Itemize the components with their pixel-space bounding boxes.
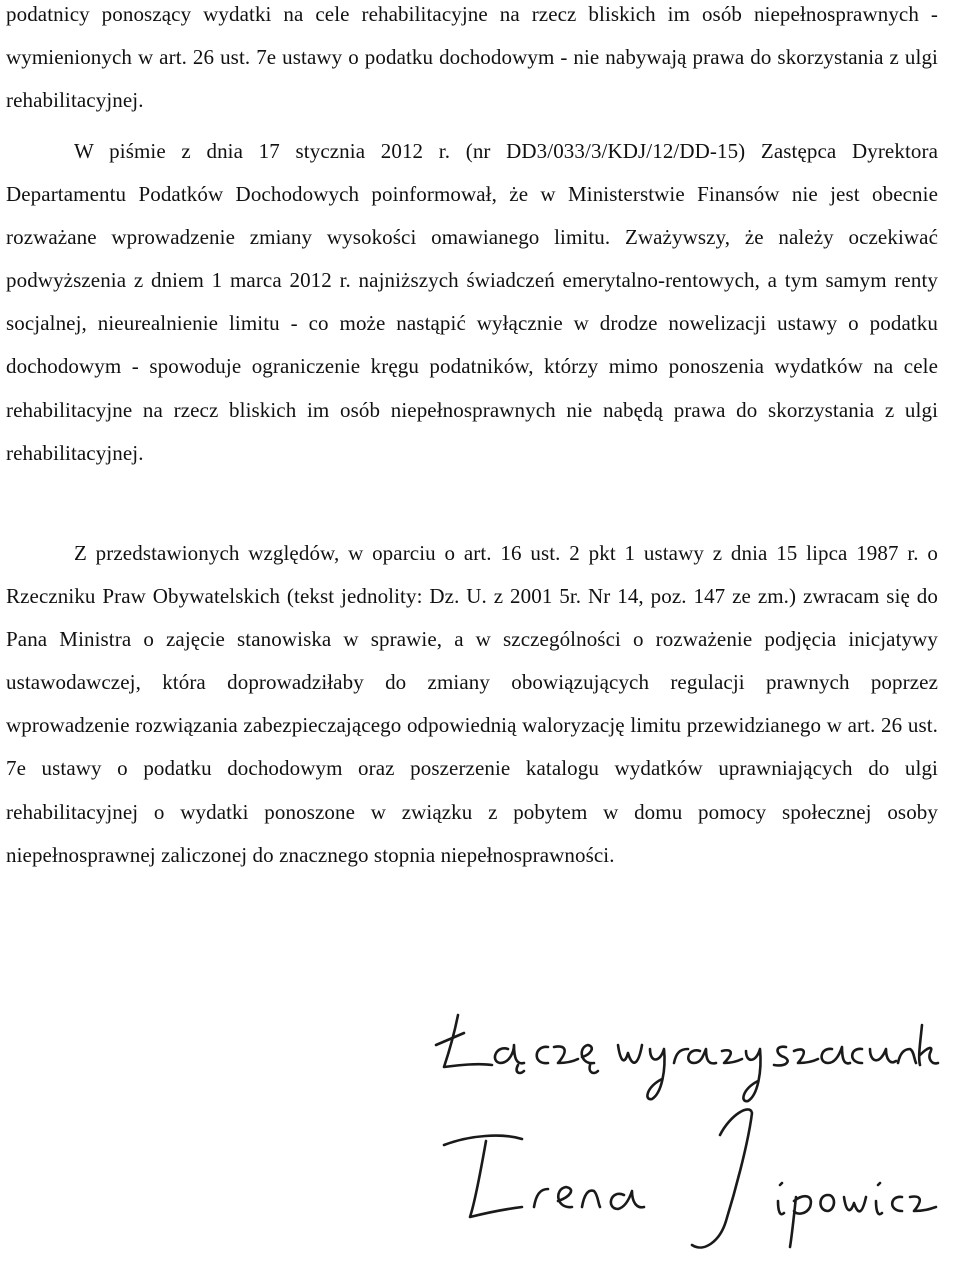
signature-closing-line — [436, 1015, 938, 1101]
paragraph-request: Z przedstawionych względów, w oparciu o art. 16 ust. 2 pkt 1 ustawy z dnia 15 lipca 1987 r. o Rzeczniku Praw Obywatelskich (tekst jednolity: Dz. U. z 2001 5r. Nr 14, poz. 147 ze zm.) zwracam się do Pana Ministra o zajęcie stanowiska w sprawie, a w szczególności o rozważenie podjęcia inicjatywy ustawodawczej, która doprowadziłaby do zmiany obowiązujących regulacji prawnych poprzez wprowadzenie rozwiązania zabezpieczającego odpowiednią waloryzację limitu przewidzianego w art. 26 ust. 7e ustawy o podatku dochodowym oraz poszerzenie katalogu wydatków uprawniających do ulgi rehabilitacyjnej o wydatki ponoszone w związku z pobytem w domu pomocy społecznej osoby niepełnosprawnej zaliczonej do znacznego stopnia niepełnosprawności. — [6, 541, 938, 867]
signature-image — [430, 975, 950, 1265]
handwritten-signature — [430, 975, 950, 1265]
paragraph-ministry-letter: W piśmie z dnia 17 stycznia 2012 r. (nr DD3/033/3/KDJ/12/DD-15) Zastępca Dyrektora Departamentu Podatków Dochodowych poinformował, że w Ministerstwie Finansów nie jest obecnie rozważane wprowadzenie zmiany wysokości omawianego limitu. Zważywszy, że należy oczekiwać podwyższenia z dniem 1 marca 2012 r. najniższych świadczeń emerytalno-rentowych, a tym samym renty socjalnej, nieurealnienie limitu - co może nastąpić wyłącznie w drodze nowelizacji ustawy o podatku dochodowym - spowoduje ograniczenie kręgu podatników, którzy mimo ponoszenia wydatków na cele rehabilitacyjne na rzecz bliskich im osób niepełnosprawnych nie nabędą prawa do skorzystania z ulgi rehabilitacyjnej. — [6, 139, 938, 465]
paragraph-continuation: podatnicy ponoszący wydatki na cele rehabilitacyjne na rzecz bliskich im osób niepełnosprawnych - wymienionych w art. 26 ust. 7e ustawy o podatku dochodowym - nie nabywają prawa do skorzystania z ulgi rehabilitacyjnej. — [6, 2, 938, 113]
signature-name-line — [444, 1109, 936, 1247]
